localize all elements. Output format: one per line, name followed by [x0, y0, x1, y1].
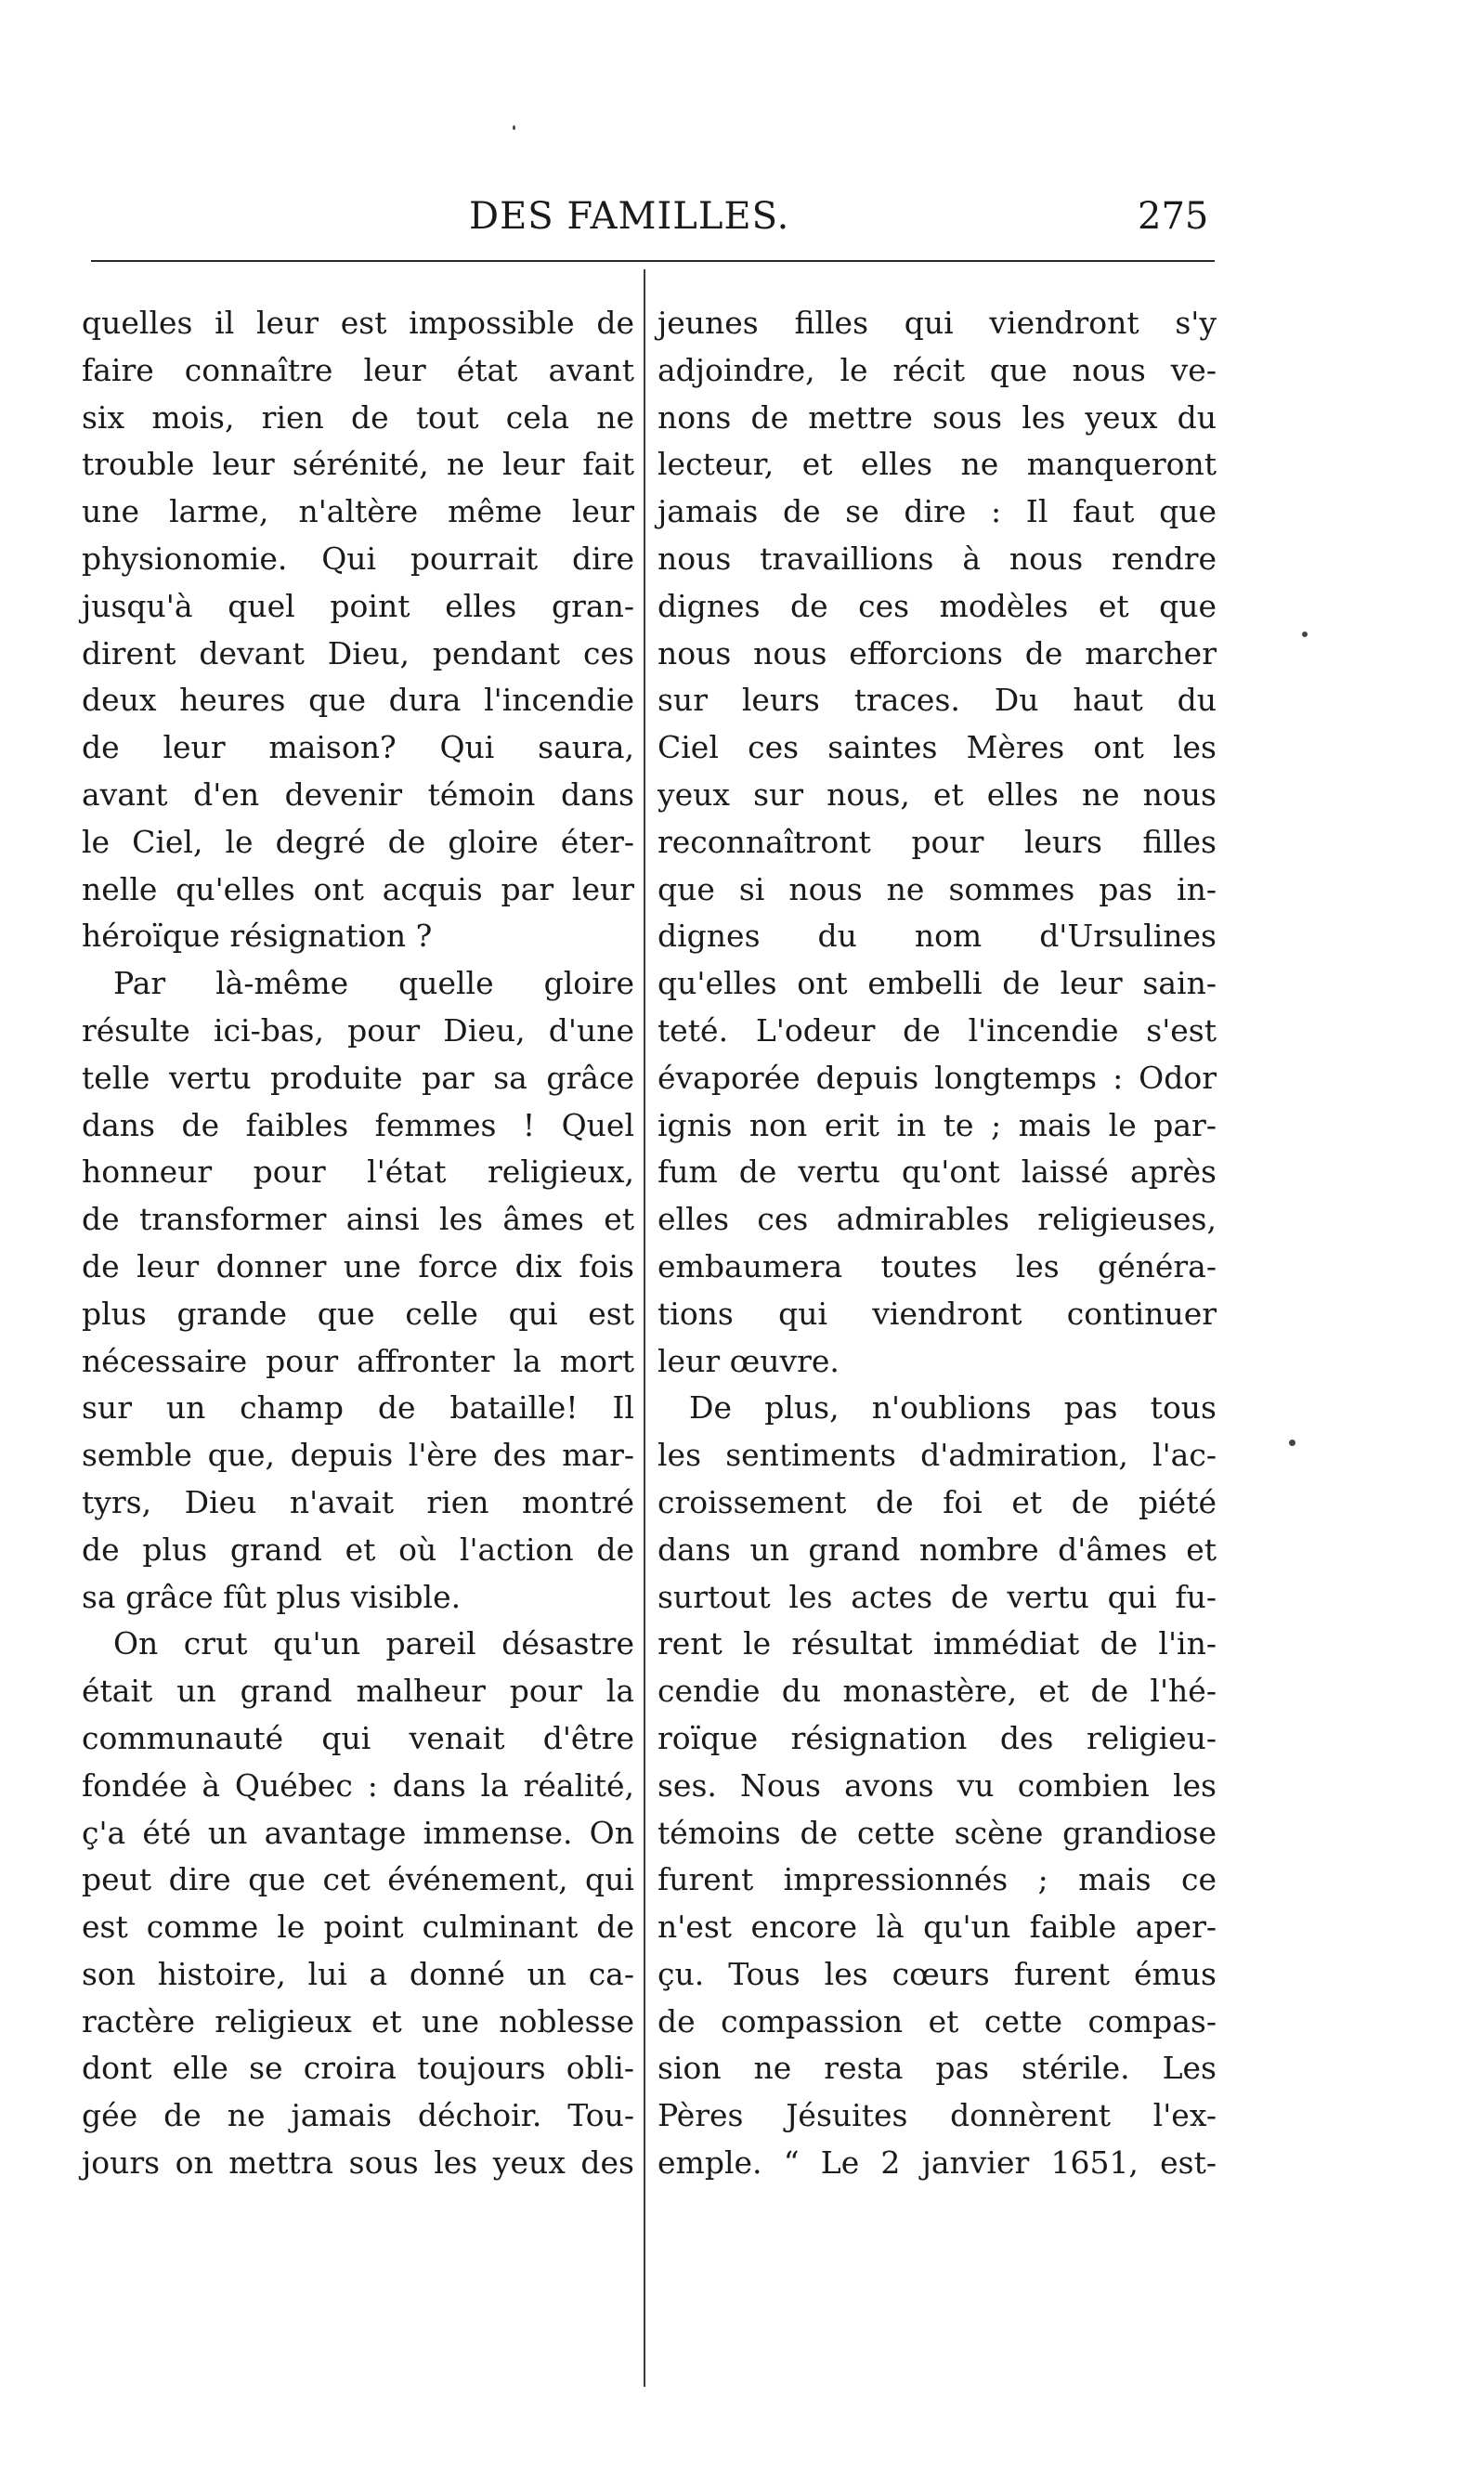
- header-rule: [91, 260, 1215, 262]
- text-line: de transformer ainsi les âmes et: [82, 1201, 634, 1238]
- text-line: sur un champ de bataille! Il: [82, 1389, 634, 1427]
- text-line: n'est encore là qu'un faible aper-: [657, 1909, 1217, 1946]
- text-line: une larme, n'altère même leur: [82, 493, 634, 530]
- text-line: surtout les actes de vertu qui fu-: [657, 1578, 1217, 1615]
- text-line: nécessaire pour affronter la mort: [82, 1342, 634, 1379]
- text-line: roïque résignation des religieu-: [657, 1719, 1217, 1756]
- text-line: dont elle se croira toujours obli-: [82, 2050, 634, 2087]
- text-line: était un grand malheur pour la: [82, 1673, 634, 1710]
- text-line: yeux sur nous, et elles ne nous: [657, 775, 1217, 813]
- text-line: sion ne resta pas stérile. Les: [657, 2050, 1217, 2087]
- text-line: héroïque résignation ?: [82, 918, 433, 955]
- scan-speck: [513, 125, 515, 130]
- scan-speck: [1289, 1440, 1295, 1446]
- text-line: çu. Tous les cœurs furent émus: [657, 1955, 1217, 1992]
- text-line: dans de faibles femmes ! Quel: [82, 1106, 634, 1143]
- text-line: nous nous efforcions de marcher: [657, 634, 1217, 671]
- text-line: de compassion et cette compas-: [657, 2002, 1217, 2039]
- text-line: honneur pour l'état religieux,: [82, 1153, 634, 1191]
- text-line: jours on mettra sous les yeux des: [82, 2144, 634, 2182]
- text-line: son histoire, lui a donné un ca-: [82, 1955, 634, 1992]
- text-line: teté. L'odeur de l'incendie s'est: [657, 1011, 1217, 1049]
- page-header: [0, 195, 1484, 251]
- text-line: de leur maison? Qui saura,: [82, 729, 634, 766]
- text-line: trouble leur sérénité, ne leur fait: [82, 446, 634, 483]
- text-line: les sentiments d'admiration, l'ac-: [657, 1437, 1217, 1474]
- text-line: cendie du monastère, et de l'hé-: [657, 1673, 1217, 1710]
- text-line: tions qui viendront continuer: [657, 1295, 1217, 1332]
- text-line: ses. Nous avons vu combien les: [657, 1766, 1217, 1804]
- text-line: avant d'en devenir témoin dans: [82, 775, 634, 813]
- text-line: nons de mettre sous les yeux du: [657, 398, 1217, 436]
- text-line: leur œuvre.: [657, 1342, 840, 1379]
- text-line: semble que, depuis l'ère des mar-: [82, 1437, 634, 1474]
- text-line: que si nous ne sommes pas in-: [657, 870, 1217, 907]
- text-line: croissement de foi et de piété: [657, 1483, 1217, 1520]
- text-line: dans un grand nombre d'âmes et: [657, 1531, 1217, 1568]
- text-line: physionomie. Qui pourrait dire: [82, 540, 634, 577]
- text-line: deux heures que dura l'incendie: [82, 682, 634, 719]
- text-line: sur leurs traces. Du haut du: [657, 682, 1217, 719]
- text-line: témoins de cette scène grandiose: [657, 1814, 1217, 1851]
- text-line: embaumera toutes les généra-: [657, 1247, 1217, 1284]
- text-line: jamais de se dire : Il faut que: [657, 493, 1217, 530]
- text-line: évaporée depuis longtemps : Odor: [657, 1059, 1217, 1096]
- text-line: dignes de ces modèles et que: [657, 587, 1217, 624]
- text-line: Ciel ces saintes Mères ont les: [657, 729, 1217, 766]
- text-line: dignes du nom d'Ursulines: [657, 918, 1217, 955]
- text-line: dirent devant Dieu, pendant ces: [82, 634, 634, 671]
- text-line: lecteur, et elles ne manqueront: [657, 446, 1217, 483]
- text-line: le Ciel, le degré de gloire éter-: [82, 823, 634, 860]
- text-line: communauté qui venait d'être: [82, 1719, 634, 1756]
- text-line: gée de ne jamais déchoir. Tou-: [82, 2097, 634, 2134]
- text-line: plus grande que celle qui est: [82, 1295, 634, 1332]
- text-line: de plus grand et où l'action de: [82, 1531, 634, 1568]
- column-divider: [644, 269, 645, 2387]
- text-line: Pères Jésuites donnèrent l'ex-: [657, 2097, 1217, 2134]
- text-line: fum de vertu qu'ont laissé après: [657, 1153, 1217, 1191]
- text-line: faire connaître leur état avant: [82, 351, 634, 388]
- running-title: DES FAMILLES.: [469, 195, 790, 238]
- text-line: fondée à Québec : dans la réalité,: [82, 1766, 634, 1804]
- text-line: qu'elles ont embelli de leur sain-: [657, 965, 1217, 1002]
- text-line: résulte ici-bas, pour Dieu, d'une: [82, 1011, 634, 1049]
- text-line: jeunes filles qui viendront s'y: [657, 305, 1217, 341]
- text-line: ç'a été un avantage immense. On: [82, 1814, 634, 1851]
- text-line: de leur donner une force dix fois: [82, 1247, 634, 1284]
- text-line: nous travaillions à nous rendre: [657, 540, 1217, 577]
- text-line: rent le résultat immédiat de l'in-: [657, 1625, 1217, 1662]
- text-line: ignis non erit in te ; mais le par-: [657, 1106, 1217, 1143]
- scan-speck: [1302, 632, 1308, 637]
- text-line: telle vertu produite par sa grâce: [82, 1059, 634, 1096]
- text-line: emple. “ Le 2 janvier 1651, est-: [657, 2144, 1217, 2182]
- text-line: De plus, n'oublions pas tous: [689, 1389, 1217, 1427]
- text-line: sa grâce fût plus visible.: [82, 1578, 462, 1615]
- right-column: [657, 300, 1217, 2187]
- text-line: jusqu'à quel point elles gran-: [82, 587, 634, 624]
- text-line: six mois, rien de tout cela ne: [82, 398, 634, 436]
- text-line: nelle qu'elles ont acquis par leur: [82, 870, 634, 907]
- text-line: adjoindre, le récit que nous ve-: [657, 351, 1217, 388]
- text-line: ractère religieux et une noblesse: [82, 2002, 634, 2039]
- text-line: reconnaîtront pour leurs filles: [657, 823, 1217, 860]
- page-number: 275: [1138, 195, 1209, 238]
- text-line: est comme le point culminant de: [82, 1909, 634, 1946]
- text-line: quelles il leur est impossible de: [82, 305, 634, 341]
- left-column: [82, 300, 634, 2187]
- text-line: elles ces admirables religieuses,: [657, 1201, 1217, 1238]
- text-line: On crut qu'un pareil désastre: [113, 1625, 634, 1662]
- text-line: peut dire que cet événement, qui: [82, 1861, 634, 1898]
- text-line: furent impressionnés ; mais ce: [657, 1861, 1217, 1898]
- text-line: Par là-même quelle gloire: [113, 965, 634, 1002]
- text-line: tyrs, Dieu n'avait rien montré: [82, 1483, 634, 1520]
